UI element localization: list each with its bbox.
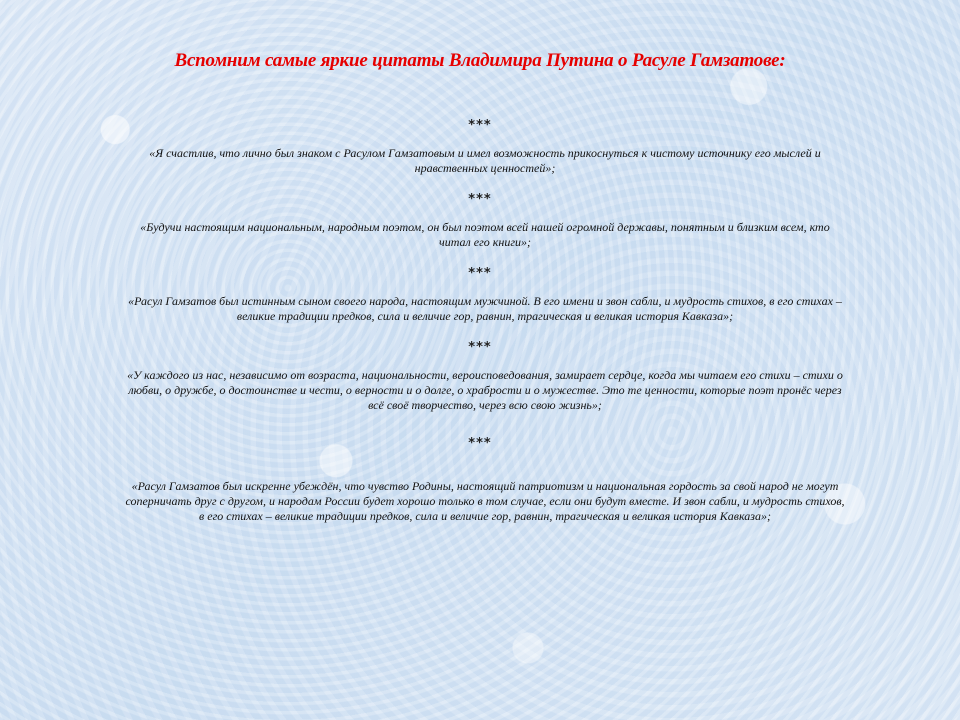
separator-stars: *** bbox=[468, 436, 492, 451]
slide-title: Вспомним самые яркие цитаты Владимира Путина о Расуле Гамзатове: bbox=[174, 50, 786, 71]
quote-2: «Будучи настоящим национальным, народным поэтом, он был поэтом всей нашей огромной державы, понятным и близким всем, кто читал его книги»; bbox=[140, 220, 830, 249]
quote-5: «Расул Гамзатов был искренне убеждён, что чувство Родины, настоящий патриотизм и национальная гордость за свой народ не могут соперничать друг с другом, и народам России будет хорошо только в том случае, если они будут вместе. И звон сабли, и мудрость стихов, в его стихах – великие традиции предков, сила и величие гор, равнин, трагическая и великая история Кавказа»; bbox=[125, 479, 845, 523]
quote-3: «Расул Гамзатов был истинным сыном своего народа, настоящим мужчиной. В его имени и звон сабли, и мудрость стихов, в его стихах – великие традиции предков, сила и величие гор, равнин, трагическая и великая история Кавказа»; bbox=[128, 294, 842, 323]
separator-stars: *** bbox=[468, 192, 492, 207]
separator-stars: *** bbox=[468, 266, 492, 281]
quote-4: «У каждого из нас, независимо от возраста, национальности, вероисповедования, замирает сердце, когда мы читаем его стихи – стихи о любви, о дружбе, о достоинстве и чести, о верности и о долге, о храбрости и о мужестве. Это те ценности, которые поэт пронёс через всё своё творчество, через всю свою жизнь»; bbox=[127, 368, 843, 412]
separator-stars: *** bbox=[468, 340, 492, 355]
separator-stars: *** bbox=[468, 118, 492, 133]
quote-1: «Я счастлив, что лично был знаком с Расулом Гамзатовым и имел возможность прикоснуться к чистому источнику его мыслей и нравственных ценностей»; bbox=[149, 146, 821, 175]
